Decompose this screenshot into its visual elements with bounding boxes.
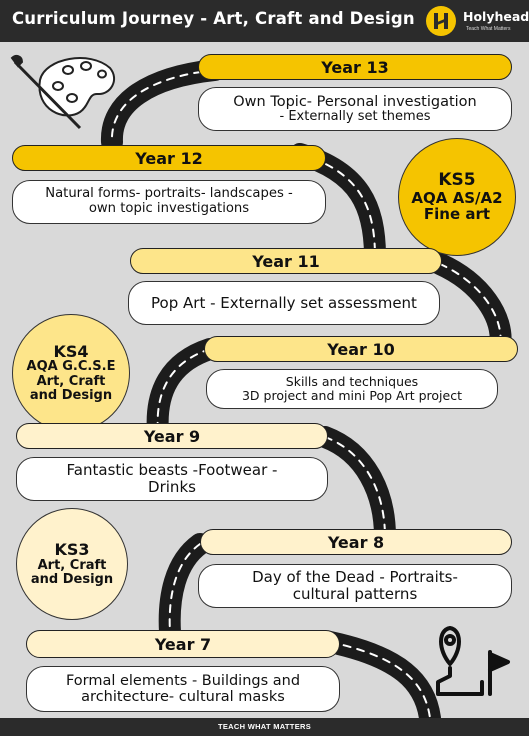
ks4-line-4: and Design xyxy=(29,387,113,403)
journey-canvas xyxy=(0,42,529,718)
year-13-line-1: Own Topic- Personal investigation xyxy=(233,93,477,110)
year-8-content xyxy=(198,564,512,608)
year-11-label: Year 11 xyxy=(252,251,320,271)
ks4-line-3: Art, Craft xyxy=(36,373,106,389)
palette-icon xyxy=(10,50,120,130)
year-7-pill xyxy=(26,630,340,658)
ks4-line-1: KS4 xyxy=(53,341,89,361)
ks5-badge xyxy=(398,138,516,256)
year-12-label: Year 12 xyxy=(135,148,203,168)
footer-bar xyxy=(0,718,529,736)
route-pin-flag-icon xyxy=(432,622,512,702)
year-13-pill xyxy=(198,54,512,80)
header-bar xyxy=(0,0,529,42)
logo-name: Holyhead xyxy=(463,9,529,24)
footer-text: TEACH WHAT MATTERS xyxy=(217,722,312,731)
year-7-line-1: Formal elements - Buildings and xyxy=(65,672,301,689)
year-13-content xyxy=(198,87,512,131)
ks5-line-3: Fine art xyxy=(423,205,491,224)
year-13-label: Year 13 xyxy=(321,57,389,77)
year-9-content xyxy=(16,457,328,501)
year-10-label: Year 10 xyxy=(327,339,395,359)
year-11-line-1: Pop Art - Externally set assessment xyxy=(151,293,417,312)
ks5-line-1: KS5 xyxy=(438,170,476,191)
year-10-line-2: 3D project and mini Pop Art project xyxy=(241,388,462,403)
year-12-pill xyxy=(12,145,326,171)
ks3-line-2: Art, Craft xyxy=(37,557,107,573)
ks3-badge xyxy=(16,508,128,620)
ks4-badge xyxy=(12,314,130,432)
year-7-line-2: architecture- cultural masks xyxy=(81,689,285,705)
year-9-line-1: Fantastic beasts -Footwear - xyxy=(66,461,278,480)
year-9-pill xyxy=(16,423,328,449)
ks5-line-2: AQA AS/A2 xyxy=(411,188,503,207)
ks4-line-2: AQA G.C.S.E xyxy=(26,359,116,375)
ks3-line-1: KS3 xyxy=(54,539,90,559)
year-10-line-1: Skills and techniques xyxy=(285,374,419,389)
year-8-line-2: cultural patterns xyxy=(292,585,418,603)
logo-tagline: Teach What Matters xyxy=(466,26,511,32)
holyhead-logo-icon xyxy=(426,6,456,36)
year-7-label: Year 7 xyxy=(154,634,212,654)
year-10-pill xyxy=(204,336,518,362)
page-title: Curriculum Journey - Art, Craft and Design xyxy=(12,9,415,28)
year-12-line-1: Natural forms- portraits- landscapes - xyxy=(45,186,293,202)
year-12-content xyxy=(12,180,326,224)
year-8-pill xyxy=(200,529,512,555)
year-7-content xyxy=(26,666,340,712)
ks3-line-3: and Design xyxy=(30,571,114,587)
year-8-label: Year 8 xyxy=(327,532,385,552)
year-13-line-2: - Externally set themes xyxy=(279,108,431,124)
year-11-content xyxy=(128,281,440,325)
year-12-line-2: own topic investigations xyxy=(88,201,250,216)
year-10-content xyxy=(206,369,498,409)
year-11-pill xyxy=(130,248,442,274)
year-8-line-1: Day of the Dead - Portraits- xyxy=(252,568,458,587)
year-9-line-2: Drinks xyxy=(148,478,196,496)
year-9-label: Year 9 xyxy=(143,426,201,446)
